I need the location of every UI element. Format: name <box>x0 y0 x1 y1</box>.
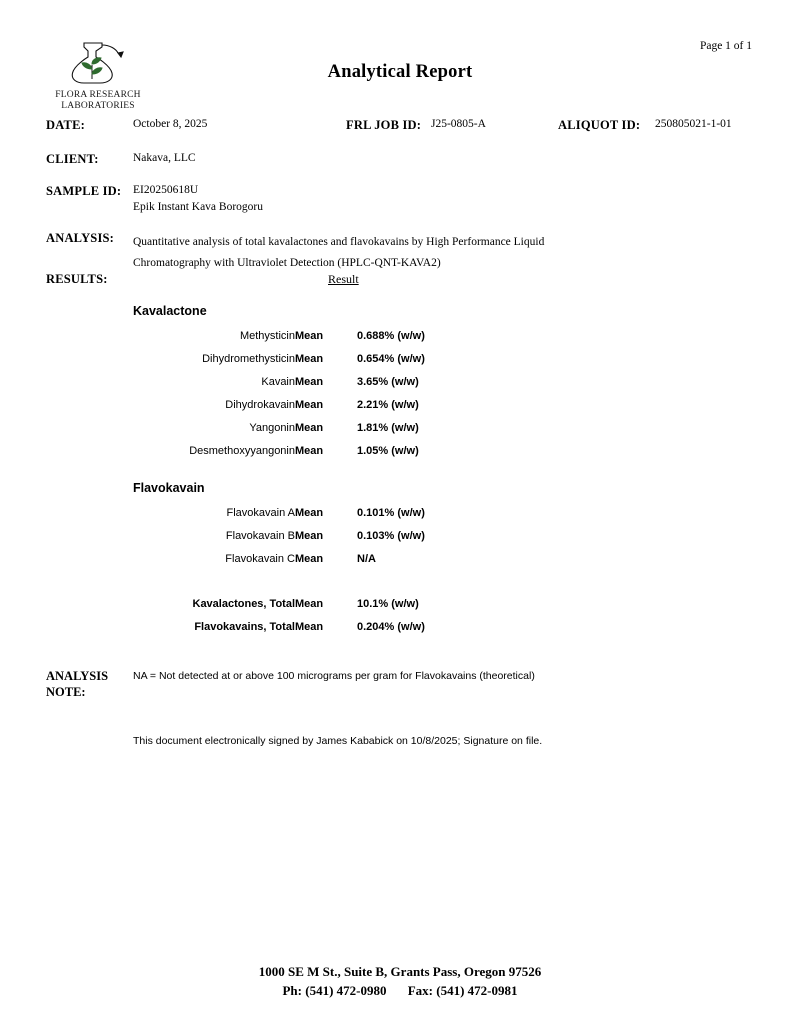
analysis-note-text: NA = Not detected at or above 100 micrograms per gram for Flavokavains (theoretical) <box>133 670 535 682</box>
date-value: October 8, 2025 <box>133 118 208 130</box>
signature-statement: This document electronically signed by James Kababick on 10/8/2025; Signature on file. <box>133 735 543 747</box>
job-id-label: FRL JOB ID: <box>346 118 422 132</box>
logo-caption-line1: FLORA RESEARCH <box>55 90 141 100</box>
analyte-value: N/A <box>357 552 376 565</box>
analyte-name: Desmethoxyyangonin <box>189 444 295 457</box>
footer-address: 1000 SE M St., Suite B, Grants Pass, Oregon 97526 <box>258 964 542 979</box>
group-title-kavalactone: Kavalactone <box>133 304 207 318</box>
table-row <box>133 547 533 570</box>
table-row <box>133 524 533 547</box>
aliquot-id-value: 250805021-1-01 <box>655 118 732 130</box>
analyte-name: Methysticin <box>239 329 295 342</box>
analyte-name: Kavain <box>261 375 295 388</box>
analysis-value-line1: Quantitative analysis of total kavalactones and flavokavains by High Performance Liquid <box>133 236 545 248</box>
flavokavain-table <box>133 501 533 638</box>
analyte-value: 1.81% (w/w) <box>357 421 419 434</box>
table-row <box>133 347 533 370</box>
analyte-name: Dihydrokavain <box>225 398 295 411</box>
sample-name-value: Epik Instant Kava Borogoru <box>133 201 263 213</box>
analyte-stat: Mean <box>295 529 324 542</box>
logo-caption-line2: LABORATORIES <box>61 101 135 111</box>
analyte-value: 0.103% (w/w) <box>357 529 425 542</box>
footer <box>0 962 800 1000</box>
table-row <box>133 416 533 439</box>
analyte-value: 3.65% (w/w) <box>357 375 419 388</box>
analyte-stat: Mean <box>295 444 324 457</box>
table-row <box>133 370 533 393</box>
analysis-label: ANALYSIS: <box>46 231 115 245</box>
table-row-total <box>133 615 533 638</box>
job-id-value: J25-0805-A <box>431 118 486 130</box>
analyte-value: 1.05% (w/w) <box>357 444 419 457</box>
analysis-value-line2: Chromatography with Ultraviolet Detection (HPLC-QNT-KAVA2) <box>133 257 441 269</box>
footer-fax: Fax: (541) 472-0981 <box>407 983 518 998</box>
analyte-value: 2.21% (w/w) <box>357 398 419 411</box>
total-stat: Mean <box>295 597 324 610</box>
result-column-header: Result <box>328 272 359 286</box>
table-row <box>133 393 533 416</box>
table-row-total <box>133 592 533 615</box>
table-row <box>133 324 533 347</box>
results-label: RESULTS: <box>46 272 108 286</box>
table-row <box>133 439 533 462</box>
analyte-stat: Mean <box>295 421 324 434</box>
analyte-value: 0.688% (w/w) <box>357 329 425 342</box>
analyte-stat: Mean <box>295 506 324 519</box>
total-value: 0.204% (w/w) <box>357 620 425 633</box>
total-name: Flavokavains, Total <box>194 620 295 633</box>
kavalactone-table <box>133 324 533 462</box>
results-table <box>133 300 563 638</box>
total-value: 10.1% (w/w) <box>357 597 419 610</box>
analysis-note-label-line1: ANALYSIS <box>46 669 109 683</box>
analyte-name: Flavokavain B <box>225 529 295 542</box>
analyte-stat: Mean <box>295 552 324 565</box>
analyte-stat: Mean <box>295 352 324 365</box>
table-spacer-row <box>133 570 533 592</box>
total-stat: Mean <box>295 620 324 633</box>
sample-id-value: EI20250618U <box>133 184 199 196</box>
analyte-name: Flavokavain C <box>225 552 295 565</box>
sample-id-label: SAMPLE ID: <box>46 184 122 198</box>
group-title-flavokavain: Flavokavain <box>133 481 205 495</box>
analyte-name: Flavokavain A <box>226 506 295 519</box>
footer-phone: Ph: (541) 472-0980 <box>282 983 387 998</box>
analyte-stat: Mean <box>295 329 324 342</box>
date-label: DATE: <box>46 118 85 132</box>
client-value: Nakava, LLC <box>133 152 196 164</box>
analyte-value: 0.101% (w/w) <box>357 506 425 519</box>
analyte-stat: Mean <box>295 375 324 388</box>
page-title: Analytical Report <box>327 62 473 82</box>
table-row <box>133 501 533 524</box>
client-label: CLIENT: <box>46 152 99 166</box>
aliquot-id-label: ALIQUOT ID: <box>558 118 641 132</box>
analysis-note-label-line2: NOTE: <box>46 685 86 699</box>
analyte-value: 0.654% (w/w) <box>357 352 425 365</box>
page-number: Page 1 of 1 <box>699 40 752 52</box>
analyte-name: Dihydromethysticin <box>202 352 295 365</box>
analyte-name: Yangonin <box>249 421 295 434</box>
analysis-note-label <box>46 668 130 700</box>
total-name: Kavalactones, Total <box>192 597 295 610</box>
analyte-stat: Mean <box>295 398 324 411</box>
